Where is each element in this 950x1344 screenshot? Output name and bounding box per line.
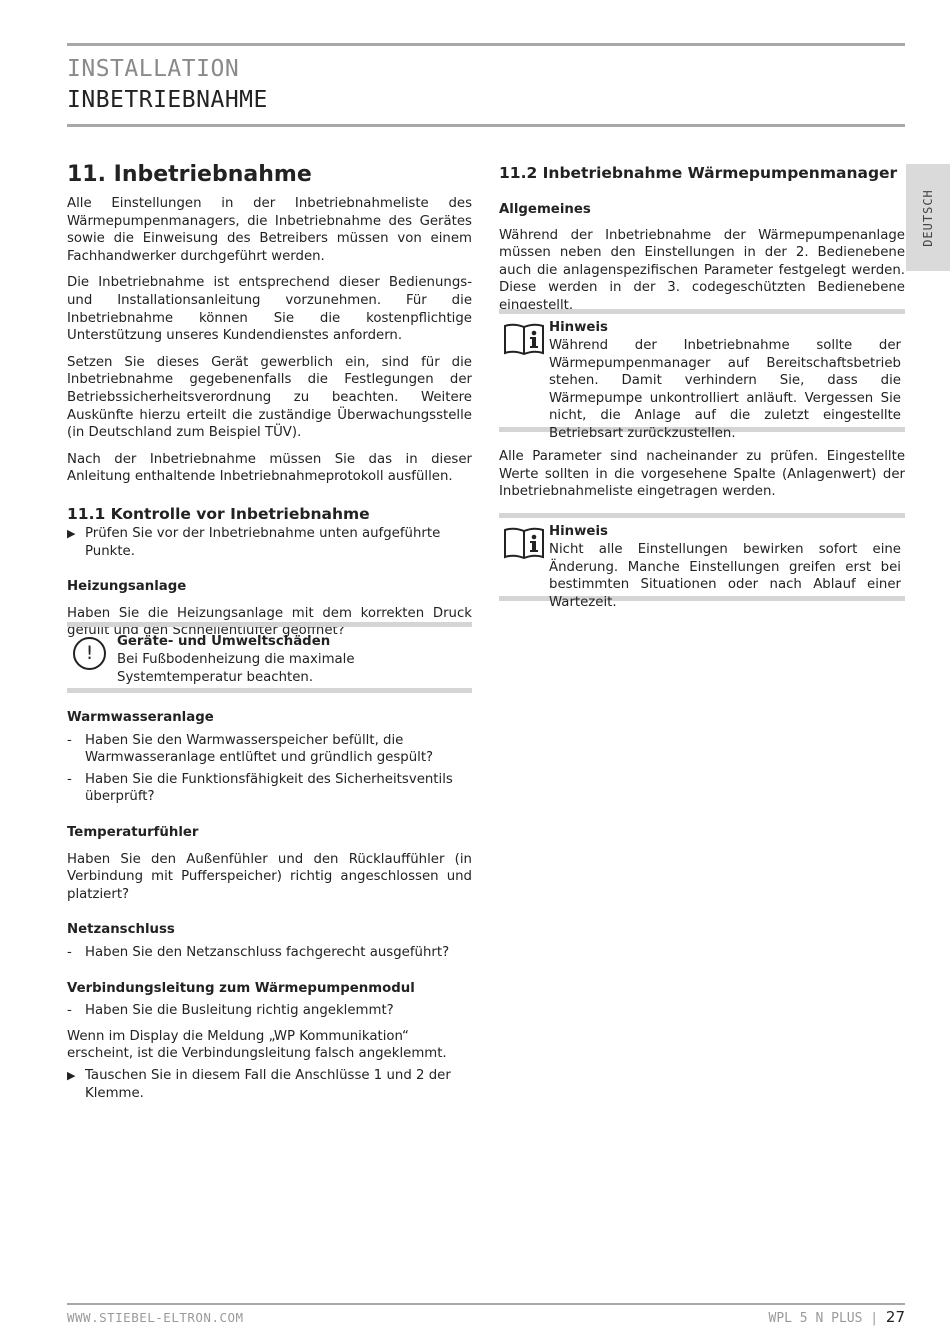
footer-rule	[67, 1303, 905, 1305]
subheading-allgemeines: Allgemeines	[499, 202, 591, 217]
list-item: - Haben Sie die Busleitung richtig angeklemmt?	[67, 1003, 394, 1019]
subheading-temperatur: Temperaturfühler	[67, 824, 199, 840]
paragraph: Haben Sie den Außenfühler und den Rücklauffühler (in Verbindung mit Pufferspeicher) richtig angeschlossen und platziert?	[67, 851, 472, 902]
header-bottom-rule	[67, 124, 905, 127]
warning-icon: !	[73, 637, 106, 670]
left-column-lower	[67, 709, 472, 1102]
paragraph: Die Inbetriebnahme ist entsprechend dieser Bedienungs- und Installationsanleitung vorzunehmen. Für die Inbetriebnahme können Sie die kostenpflichtige Unterstützung unseres Kundendienstes anfordern.	[67, 275, 472, 344]
manual-info-icon	[503, 322, 545, 360]
dash-marker: -	[67, 771, 72, 787]
footer-url: WWW.STIEBEL-ELTRON.COM	[67, 1310, 244, 1325]
header-top-rule	[67, 43, 905, 46]
subheading-verbindung: Verbindungsleitung zum Wärmepumpenmodul	[67, 980, 415, 996]
paragraph: Wenn im Display die Meldung „WP Kommunikation“ erscheint, ist die Verbindungsleitung falsch angeklemmt.	[67, 1028, 447, 1062]
arrow-icon: ▶	[67, 1068, 76, 1082]
arrow-icon: ▶	[67, 526, 76, 540]
right-column-mid	[499, 448, 905, 501]
note-text: Während der Inbetriebnahme sollte der Wärmepumpenmanager auf Bereitschaftsbetrieb stehen. Damit verhindern Sie, dass die Wärmepumpe unkontrolliert anläuft. Vergessen Sie nicht, die Anlage auf die zuletzt eingestellte Betriebsart zurückzustellen.	[549, 338, 901, 441]
header-subsection: INBETRIEBNAHME	[67, 87, 268, 113]
left-column	[67, 162, 472, 640]
language-tab	[906, 164, 950, 271]
note-title: Hinweis	[549, 320, 608, 335]
paragraph: Während der Inbetriebnahme der Wärmepumpenanlage müssen neben den Einstellungen in der 2. Bedienebene auch die anlagenspezifischen Parameter festgelegt werden. Diese werden in der 3. codegeschützten Bedienebene eingestellt.	[499, 227, 905, 313]
note-title: Hinweis	[549, 524, 608, 539]
note-box	[499, 513, 905, 610]
list-item: - Haben Sie den Warmwasserspeicher befüllt, die Warmwasseranlage entlüftet und gründlich gespült?	[67, 732, 434, 766]
step-item: ▶ Prüfen Sie vor der Inbetriebnahme unten aufgeführte Punkte.	[67, 525, 441, 559]
warning-text: Bei Fußbodenheizung die maximale Systemtemperatur beachten.	[117, 652, 355, 685]
subheading-warmwasser: Warmwasseranlage	[67, 710, 214, 725]
list-item: - Haben Sie die Funktionsfähigkeit des Sicherheitsventils überprüft?	[67, 771, 453, 805]
section-title-11-1: 11.1 Kontrolle vor Inbetriebnahme	[67, 504, 370, 523]
page-number: 27	[885, 1308, 905, 1326]
warning-title: Geräte- und Umweltschäden	[117, 634, 331, 649]
chapter-title: 11. Inbetriebnahme	[67, 162, 312, 187]
note-text: Nicht alle Einstellungen bewirken sofort eine Änderung. Manche Einstellungen greifen erst bei bestimmten Situationen oder nach Ablauf einer Wartezeit.	[549, 542, 901, 610]
list-item: - Haben Sie den Netzanschluss fachgerecht ausgeführt?	[67, 944, 450, 960]
paragraph: Alle Einstellungen in der Inbetriebnahmeliste des Wärmepumpenmanagers, die Inbetriebnahme des Gerätes sowie die Einweisung des Betreibers müssen von einem Fachhandwerker durchgeführt werden.	[67, 196, 472, 264]
paragraph: Haben Sie die Heizungsanlage mit dem korrekten Druck gefüllt und den Schnellentlüfter geöffnet?	[67, 605, 472, 639]
paragraph: Setzen Sie dieses Gerät gewerblich ein, sind für die Inbetriebnahme gegebenenfalls die Festlegungen der Betriebssicherheitsverordnung zu beachten. Weitere Auskünfte hierzu erteilt die zuständige Überwachungsstelle (in Deutschland zum Beispiel TÜV).	[67, 354, 472, 441]
dash-marker: -	[67, 732, 72, 748]
subheading-netz: Netzanschluss	[67, 922, 175, 938]
paragraph: Alle Parameter sind nacheinander zu prüfen. Eingestellte Werte sollten in die vorgesehene Spalte (Anlagenwert) der Inbetriebnahmeliste eingetragen werden.	[499, 449, 905, 500]
section-title-11-2: 11.2 Inbetriebnahme Wärmepumpenmanager	[499, 164, 898, 182]
footer-model: WPL 5 N PLUS |	[768, 1311, 879, 1326]
step-item: ▶ Tauschen Sie in diesem Fall die Anschlüsse 1 und 2 der Klemme.	[67, 1067, 451, 1101]
note-box	[499, 309, 905, 441]
dash-marker: -	[67, 944, 72, 960]
subheading-heizung: Heizungsanlage	[67, 579, 187, 595]
dash-marker: -	[67, 1003, 72, 1019]
header-section: INSTALLATION	[67, 56, 240, 82]
warning-box	[67, 622, 472, 693]
manual-info-icon	[503, 526, 545, 564]
right-column	[499, 163, 905, 315]
paragraph: Nach der Inbetriebnahme müssen Sie das in dieser Anleitung enthaltende Inbetriebnahmeprotokoll ausfüllen.	[67, 451, 472, 485]
language-tab-label: DEUTSCH	[921, 188, 935, 247]
footer-page-info	[769, 1308, 906, 1326]
